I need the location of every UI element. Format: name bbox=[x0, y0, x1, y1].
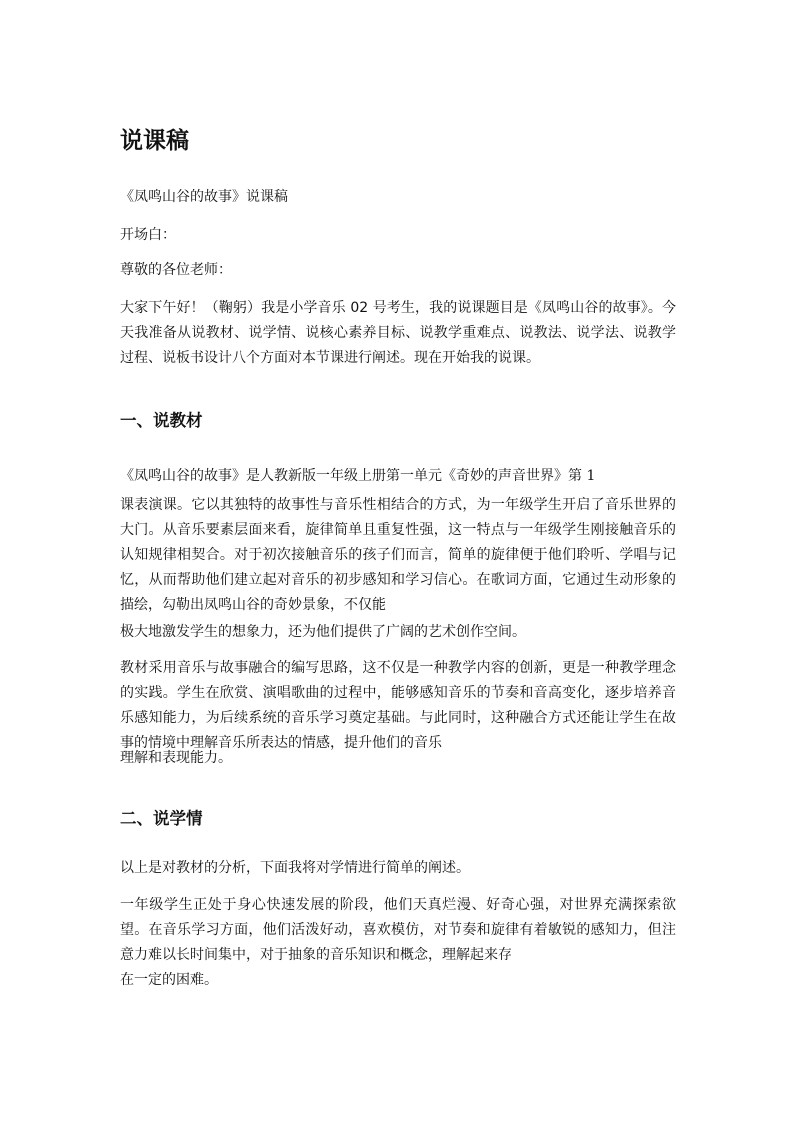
textbook-paragraph-2: 课表演课。它以其独特的故事性与音乐性相结合的方式，为一年级学生开启了音乐世界的大门。从音乐要素层面来看，旋律简单且重复性强，这一特点与一年级学生刚接触音乐的认知规律相契合。对于初次接触音乐的孩子们而言，简单的旋律便于他们聆听、学唱与记忆，从而帮助他们建立起对音乐的初步感知和学习信心。在歌词方面，它通过生动形象的描绘，勾勒出凤鸣山谷的奇妙景象，不仅能 bbox=[120, 497, 676, 613]
page-title: 说课稿 bbox=[120, 128, 189, 154]
students-paragraph-2: 一年级学生正处于身心快速发展的阶段，他们天真烂漫、好奇心强，对世界充满探索欲望。在音乐学习方面，他们活泼好动，喜欢模仿，对节奏和旋律有着敏锐的感知力，但注意力难以长时间集中，对于抽象的音乐知识和概念，理解起来存 bbox=[120, 897, 676, 963]
greeting: 尊敬的各位老师： bbox=[120, 262, 232, 278]
textbook-paragraph-1: 《凤鸣山谷的故事》是人教新版一年级上册第一单元《奇妙的声音世界》第 1 bbox=[120, 468, 596, 484]
textbook-paragraph-5: 理解和表现能力。 bbox=[120, 750, 232, 766]
doc-subtitle: 《凤鸣山谷的故事》说课稿 bbox=[120, 189, 288, 205]
opening-label: 开场白： bbox=[120, 227, 176, 243]
textbook-paragraph-3: 极大地激发学生的想象力，还为他们提供了广阔的艺术创作空间。 bbox=[120, 624, 526, 640]
section-heading-students: 二、说学情 bbox=[120, 809, 203, 828]
textbook-paragraph-4: 教材采用音乐与故事融合的编写思路，这不仅是一种教学内容的创新，更是一种教学理念的实践。学生在欣赏、演唱歌曲的过程中，能够感知音乐的节奏和音高变化，逐步培养音乐感知能力，为后续系统的音乐学习奠定基础。与此同时，这种融合方式还能让学生在故事的情境中理解音乐所表达的情感，提升他们的音乐 bbox=[120, 660, 676, 751]
intro-paragraph: 大家下午好！（鞠躬）我是小学音乐 02 号考生，我的说课题目是《凤鸣山谷的故事》。今天我准备从说教材、说学情、说核心素养目标、说教学重难点、说教法、说学法、说教学过程、说板书设计八个方面对本节课进行阐述。现在开始我的说课。 bbox=[120, 300, 676, 366]
students-paragraph-1: 以上是对教材的分析，下面我将对学情进行简单的阐述。 bbox=[120, 860, 470, 876]
students-paragraph-3: 在一定的困难。 bbox=[120, 972, 218, 988]
section-heading-textbook: 一、说教材 bbox=[120, 411, 203, 430]
